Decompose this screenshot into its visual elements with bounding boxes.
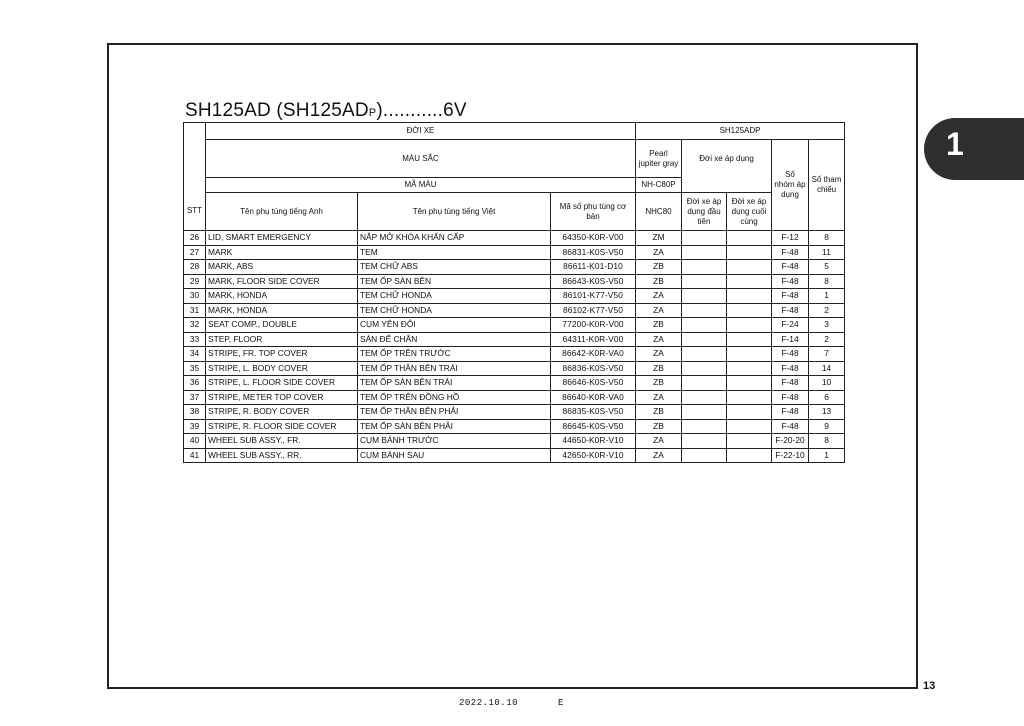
chapter-tab (924, 118, 1024, 180)
cell-color-code: ZM (636, 231, 682, 246)
cell-part-code: 86643-K0S-V50 (551, 274, 636, 289)
header-color-code-short: NHC80 (636, 193, 682, 231)
cell-color-code: ZB (636, 376, 682, 391)
footer-code: E (558, 698, 564, 708)
cell-first-model (682, 448, 727, 463)
cell-group-number: F-20-20 (772, 434, 809, 449)
cell-last-model (727, 274, 772, 289)
table-row (184, 332, 845, 347)
cell-vietnamese-name: TEM ỐP THÂN BÊN PHẢI (358, 405, 551, 420)
header-stt: STT (184, 123, 206, 231)
cell-first-model (682, 318, 727, 333)
model-title-tail: )...........6V (376, 100, 467, 121)
cell-color-code: ZB (636, 405, 682, 420)
cell-english-name: MARK, HONDA (206, 289, 358, 304)
cell-reference-number: 6 (809, 390, 845, 405)
cell-last-model (727, 361, 772, 376)
cell-stt: 41 (184, 448, 206, 463)
cell-last-model (727, 434, 772, 449)
cell-group-number: F-48 (772, 376, 809, 391)
cell-english-name: STRIPE, R. FLOOR SIDE COVER (206, 419, 358, 434)
cell-first-model (682, 274, 727, 289)
cell-vietnamese-name: TEM ỐP TRÊN ĐỒNG HỒ (358, 390, 551, 405)
cell-last-model (727, 376, 772, 391)
cell-first-model (682, 361, 727, 376)
cell-vietnamese-name: NẮP MỞ KHÓA KHẨN CẤP (358, 231, 551, 246)
table-row (184, 318, 845, 333)
cell-first-model (682, 434, 727, 449)
cell-vietnamese-name: TEM ỐP SÀN BÊN (358, 274, 551, 289)
cell-english-name: STRIPE, L. FLOOR SIDE COVER (206, 376, 358, 391)
cell-english-name: STRIPE, METER TOP COVER (206, 390, 358, 405)
cell-part-code: 86646-K0S-V50 (551, 376, 636, 391)
cell-first-model (682, 245, 727, 260)
cell-first-model (682, 419, 727, 434)
cell-reference-number: 8 (809, 274, 845, 289)
cell-first-model (682, 390, 727, 405)
cell-stt: 34 (184, 347, 206, 362)
footer-date: 2022.10.10 (459, 698, 519, 708)
cell-reference-number: 8 (809, 434, 845, 449)
cell-last-model (727, 332, 772, 347)
header-ma-so: Mã số phụ tùng cơ bản (551, 193, 636, 231)
cell-vietnamese-name: CỤM YÊN ĐÔI (358, 318, 551, 333)
cell-vietnamese-name: TEM ỐP SÀN BÊN PHẢI (358, 419, 551, 434)
cell-vietnamese-name: TEM ỐP TRÊN TRƯỚC (358, 347, 551, 362)
table-row (184, 434, 845, 449)
cell-color-code: ZB (636, 361, 682, 376)
cell-english-name: MARK, FLOOR SIDE COVER (206, 274, 358, 289)
cell-last-model (727, 318, 772, 333)
table-row (184, 376, 845, 391)
cell-part-code: 86835-K0S-V50 (551, 405, 636, 420)
header-ten-viet: Tên phụ tùng tiếng Việt (358, 193, 551, 231)
cell-english-name: STEP, FLOOR (206, 332, 358, 347)
cell-last-model (727, 245, 772, 260)
cell-part-code: 44650-K0R-V10 (551, 434, 636, 449)
cell-group-number: F-24 (772, 318, 809, 333)
header-ten-anh: Tên phụ tùng tiếng Anh (206, 193, 358, 231)
cell-vietnamese-name: CỤM BÁNH SAU (358, 448, 551, 463)
cell-group-number: F-48 (772, 361, 809, 376)
cell-reference-number: 14 (809, 361, 845, 376)
cell-last-model (727, 448, 772, 463)
cell-vietnamese-name: TEM CHỮ HONDA (358, 303, 551, 318)
header-mau-sac: MÀU SẮC (206, 140, 636, 178)
cell-vietnamese-name: CỤM BÁNH TRƯỚC (358, 434, 551, 449)
cell-vietnamese-name: TEM ỐP SÀN BÊN TRÁI (358, 376, 551, 391)
cell-english-name: MARK (206, 245, 358, 260)
cell-english-name: LID, SMART EMERGENCY (206, 231, 358, 246)
cell-group-number: F-48 (772, 405, 809, 420)
cell-reference-number: 13 (809, 405, 845, 420)
cell-stt: 28 (184, 260, 206, 275)
parts-table-body (184, 231, 845, 463)
cell-vietnamese-name: TEM (358, 245, 551, 260)
cell-group-number: F-14 (772, 332, 809, 347)
chapter-number: 1 (946, 126, 964, 162)
table-row (184, 274, 845, 289)
cell-last-model (727, 260, 772, 275)
header-model-code: SH125ADP (636, 123, 845, 140)
cell-reference-number: 5 (809, 260, 845, 275)
cell-stt: 30 (184, 289, 206, 304)
cell-part-code: 86645-K0S-V50 (551, 419, 636, 434)
cell-first-model (682, 347, 727, 362)
header-doi-cuoi-cung: Đời xe áp dụng cuối cùng (727, 193, 772, 231)
table-row (184, 303, 845, 318)
cell-last-model (727, 419, 772, 434)
cell-reference-number: 9 (809, 419, 845, 434)
header-doi-dau-tien: Đời xe áp dụng đầu tiên (682, 193, 727, 231)
cell-reference-number: 2 (809, 332, 845, 347)
cell-part-code: 77200-K0R-V00 (551, 318, 636, 333)
cell-color-code: ZA (636, 332, 682, 347)
cell-stt: 29 (184, 274, 206, 289)
cell-part-code: 64350-K0R-V00 (551, 231, 636, 246)
cell-last-model (727, 390, 772, 405)
header-doi-xe-ap-dung: Đời xe áp dụng (682, 140, 772, 178)
cell-vietnamese-name: TEM CHỮ ABS (358, 260, 551, 275)
cell-english-name: MARK, HONDA (206, 303, 358, 318)
cell-color-code: ZB (636, 260, 682, 275)
cell-first-model (682, 376, 727, 391)
cell-vietnamese-name: SÀN ĐỂ CHÂN (358, 332, 551, 347)
cell-last-model (727, 347, 772, 362)
table-row (184, 231, 845, 246)
cell-stt: 26 (184, 231, 206, 246)
cell-english-name: MARK, ABS (206, 260, 358, 275)
cell-group-number: F-12 (772, 231, 809, 246)
cell-reference-number: 3 (809, 318, 845, 333)
cell-reference-number: 8 (809, 231, 845, 246)
cell-color-code: ZA (636, 448, 682, 463)
cell-group-number: F-48 (772, 274, 809, 289)
header-color-code: NH-C80P (636, 178, 682, 193)
table-row (184, 361, 845, 376)
cell-part-code: 86642-K0R-VA0 (551, 347, 636, 362)
cell-first-model (682, 332, 727, 347)
cell-group-number: F-48 (772, 303, 809, 318)
cell-part-code: 86101-K77-V50 (551, 289, 636, 304)
header-so-nhom: Số nhóm áp dụng (772, 140, 809, 231)
model-title-main: SH125AD (SH125AD (185, 100, 369, 121)
cell-stt: 38 (184, 405, 206, 420)
cell-color-code: ZA (636, 347, 682, 362)
cell-last-model (727, 231, 772, 246)
header-ma-mau: MÃ MÀU (206, 178, 636, 193)
table-row (184, 448, 845, 463)
model-title-sub: P (368, 107, 377, 119)
cell-reference-number: 2 (809, 303, 845, 318)
cell-color-code: ZB (636, 318, 682, 333)
cell-first-model (682, 303, 727, 318)
cell-color-code: ZA (636, 390, 682, 405)
cell-stt: 27 (184, 245, 206, 260)
cell-color-code: ZA (636, 245, 682, 260)
cell-color-code: ZB (636, 419, 682, 434)
table-row (184, 245, 845, 260)
header-spacer (682, 178, 772, 193)
cell-stt: 37 (184, 390, 206, 405)
cell-reference-number: 11 (809, 245, 845, 260)
cell-english-name: STRIPE, FR. TOP COVER (206, 347, 358, 362)
cell-color-code: ZA (636, 289, 682, 304)
cell-stt: 35 (184, 361, 206, 376)
header-so-tham-chieu: Số tham chiếu (809, 140, 845, 231)
cell-stt: 31 (184, 303, 206, 318)
cell-stt: 32 (184, 318, 206, 333)
page-number: 13 (923, 680, 936, 692)
model-title (185, 100, 467, 122)
header-row-1 (184, 123, 845, 140)
cell-first-model (682, 289, 727, 304)
cell-color-code: ZA (636, 303, 682, 318)
cell-reference-number: 1 (809, 448, 845, 463)
header-color-name: Pearl jupiter gray (636, 140, 682, 178)
cell-color-code: ZB (636, 274, 682, 289)
cell-reference-number: 1 (809, 289, 845, 304)
cell-part-code: 86836-K0S-V50 (551, 361, 636, 376)
header-row-3 (184, 178, 845, 193)
header-row-4 (184, 193, 845, 231)
cell-first-model (682, 231, 727, 246)
cell-last-model (727, 289, 772, 304)
cell-english-name: STRIPE, L. BODY COVER (206, 361, 358, 376)
cell-vietnamese-name: TEM ỐP THÂN BÊN TRÁI (358, 361, 551, 376)
table-row (184, 419, 845, 434)
cell-first-model (682, 260, 727, 275)
table-row (184, 347, 845, 362)
cell-part-code: 86831-K0S-V50 (551, 245, 636, 260)
header-row-2 (184, 140, 845, 178)
table-row (184, 289, 845, 304)
cell-english-name: WHEEL SUB ASSY., FR. (206, 434, 358, 449)
table-row (184, 260, 845, 275)
header-doi-xe: ĐỜI XE (206, 123, 636, 140)
cell-stt: 40 (184, 434, 206, 449)
cell-group-number: F-48 (772, 390, 809, 405)
cell-part-code: 86102-K77-V50 (551, 303, 636, 318)
cell-first-model (682, 405, 727, 420)
cell-stt: 39 (184, 419, 206, 434)
parts-table (183, 122, 845, 463)
cell-stt: 36 (184, 376, 206, 391)
cell-reference-number: 10 (809, 376, 845, 391)
cell-part-code: 42650-K0R-V10 (551, 448, 636, 463)
cell-part-code: 86640-K0R-VA0 (551, 390, 636, 405)
table-row (184, 390, 845, 405)
cell-reference-number: 7 (809, 347, 845, 362)
cell-english-name: STRIPE, R. BODY COVER (206, 405, 358, 420)
cell-group-number: F-48 (772, 245, 809, 260)
cell-english-name: SEAT COMP., DOUBLE (206, 318, 358, 333)
cell-color-code: ZA (636, 434, 682, 449)
cell-stt: 33 (184, 332, 206, 347)
cell-group-number: F-48 (772, 347, 809, 362)
cell-part-code: 64311-K0R-V00 (551, 332, 636, 347)
cell-group-number: F-48 (772, 419, 809, 434)
table-row (184, 405, 845, 420)
cell-group-number: F-48 (772, 260, 809, 275)
cell-vietnamese-name: TEM CHỮ HONDA (358, 289, 551, 304)
cell-last-model (727, 303, 772, 318)
cell-group-number: F-22-10 (772, 448, 809, 463)
cell-part-code: 86611-K01-D10 (551, 260, 636, 275)
cell-last-model (727, 405, 772, 420)
cell-english-name: WHEEL SUB ASSY., RR. (206, 448, 358, 463)
cell-group-number: F-48 (772, 289, 809, 304)
